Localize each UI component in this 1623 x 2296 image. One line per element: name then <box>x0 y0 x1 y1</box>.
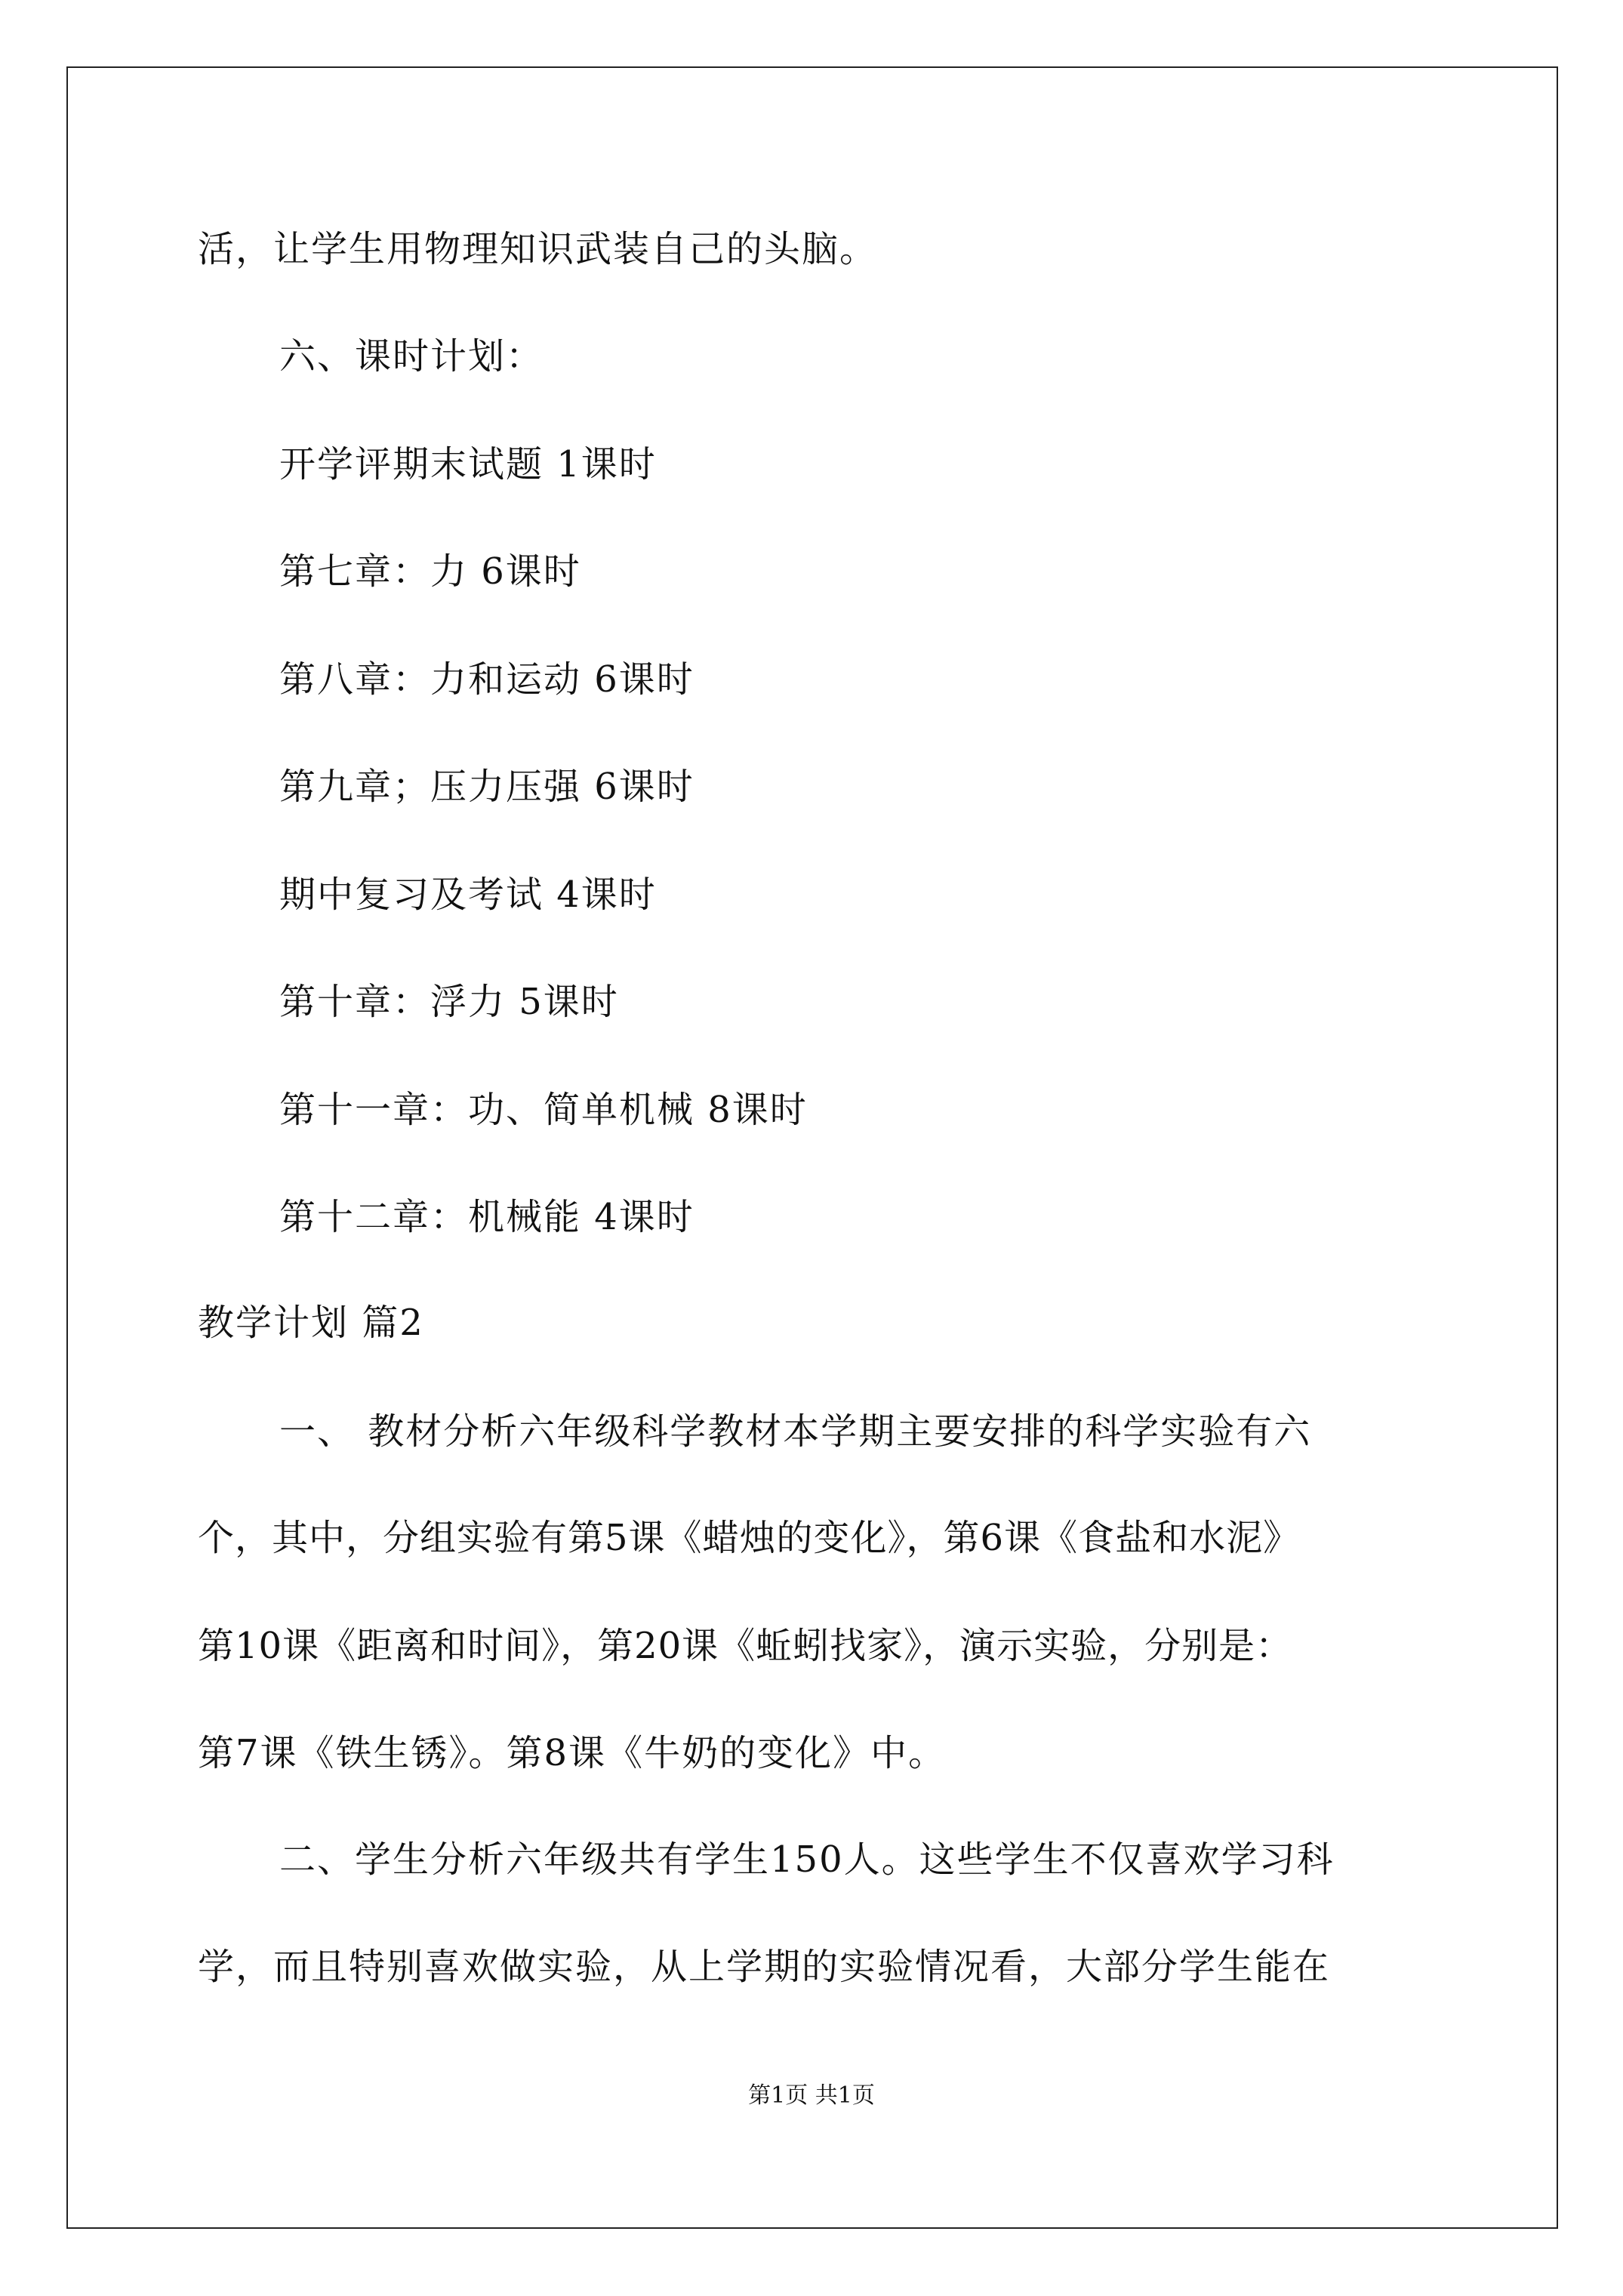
text-line: 第7课《铁生锈》。第8课《牛奶的变化》中。 <box>198 1732 947 1774</box>
text-line: 一、 教材分析六年级科学教材本学期主要安排的科学实验有六 <box>279 1410 1312 1453</box>
text-line: 第八章：力和运动 6课时 <box>279 658 694 701</box>
text-line: 活，让学生用物理知识武装自己的头脑。 <box>198 228 878 270</box>
text-line: 第十二章：机械能 4课时 <box>279 1196 694 1238</box>
text-line: 第十章：浮力 5课时 <box>279 981 619 1023</box>
text-line: 第九章；压力压强 6课时 <box>279 766 694 808</box>
section-heading: 教学计划 篇2 <box>198 1302 424 1344</box>
text-line: 期中复习及考试 4课时 <box>279 874 657 916</box>
text-line: 第七章：力 6课时 <box>279 550 581 593</box>
text-line: 六、课时计划： <box>279 335 544 378</box>
text-line: 第十一章：功、简单机械 8课时 <box>279 1089 808 1131</box>
page-footer: 第1页 共1页 <box>748 2082 875 2109</box>
text-line: 开学评期末试题 1课时 <box>279 443 657 485</box>
text-line: 二、学生分析六年级共有学生150人。这些学生不仅喜欢学习科 <box>279 1838 1335 1881</box>
page-border <box>66 66 1558 2229</box>
text-line: 个，其中，分组实验有第5课《蜡烛的变化》，第6课《食盐和水泥》 <box>198 1517 1301 1559</box>
text-line: 学，而且特别喜欢做实验，从上学期的实验情况看，大部分学生能在 <box>198 1946 1331 1988</box>
text-line: 第10课《距离和时间》，第20课《蚯蚓找家》，演示实验，分别是： <box>198 1625 1293 1667</box>
